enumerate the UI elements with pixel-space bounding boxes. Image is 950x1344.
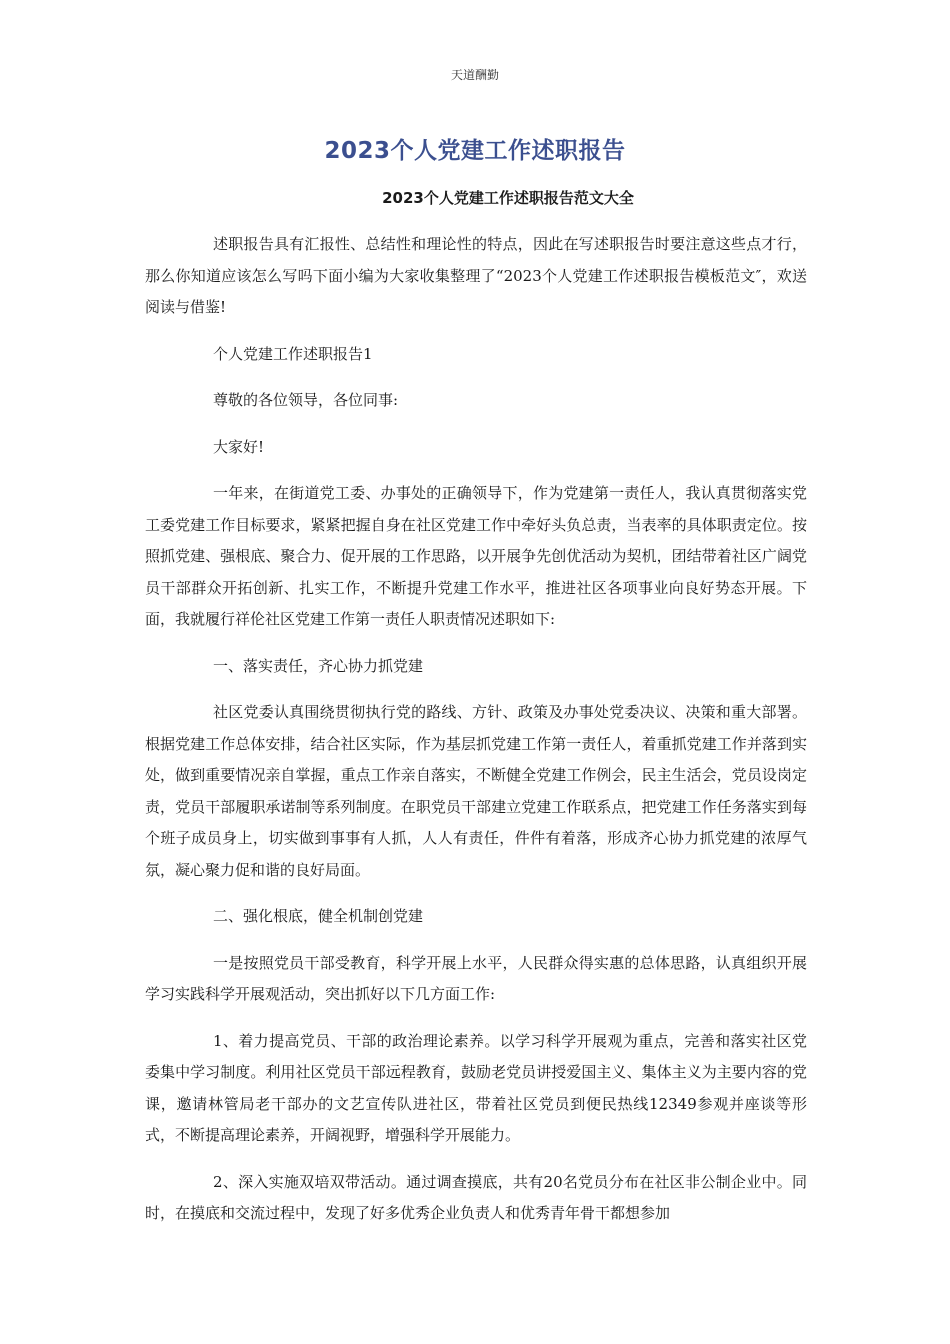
salutation: 尊敬的各位领导，各位同事: xyxy=(213,391,399,409)
page-title: 2023个人党建工作述职报告 xyxy=(324,138,626,164)
body-paragraph: 2、深入实施双培双带活动。通过调查摸底，共有20名党员分布在社区非公制企业中。同时，在摸底和交流过程中，发现了好多优秀企业负责人和优秀青年骨干都想参加 xyxy=(145,1172,807,1222)
section-heading: 二、强化根底，健全机制创党建 xyxy=(213,907,424,925)
body-paragraph: 1、着力提高党员、干部的政治理论素养。以学习科学开展观为重点，完善和落实社区党委集中学习制度。利用社区党员干部远程教育，鼓励老党员讲授爱国主义、集体主义为主要内容的党课，邀请林管局老干部办的文艺宣传队进社区，带着社区党员到便民热线12349参观并座谈等形式，不断提高理论素养，开阔视野，增强科学开展能力。 xyxy=(145,1031,807,1144)
running-header: 天道酬勤 xyxy=(450,68,499,82)
body-paragraph: 一年来，在街道党工委、办事处的正确领导下，作为党建第一责任人，我认真贯彻落实党工委党建工作目标要求，紧紧把握自身在社区党建工作中牵好头负总责，当表率的具体职责定位。按照抓党建、强根底、聚合力、促开展的工作思路，以开展争先创优活动为契机，团结带着社区广阔党员干部群众开拓创新、扎实工作，不断提升党建工作水平，推进社区各项事业向良好势态开展。下面，我就履行祥伦社区党建工作第一责任人职责情况述职如下: xyxy=(145,484,807,628)
greeting: 大家好! xyxy=(213,437,265,456)
report-heading: 个人党建工作述职报告1 xyxy=(213,344,373,363)
body-paragraph: 一是按照党员干部受教育，科学开展上水平，人民群众得实惠的总体思路，认真组织开展学习实践科学开展观活动，突出抓好以下几方面工作: xyxy=(145,953,807,1003)
section-heading: 一、落实责任，齐心协力抓党建 xyxy=(213,656,424,675)
body-paragraph: 社区党委认真围绕贯彻执行党的路线、方针、政策及办事处党委决议、决策和重大部署。根据党建工作总体安排，结合社区实际，作为基层抓党建工作第一责任人，着重抓党建工作并落到实处，做到重要情况亲自掌握，重点工作亲自落实，不断健全党建工作例会，民主生活会，党员设岗定责，党员干部履职承诺制等系列制度。在职党员干部建立党建工作联系点，把党建工作任务落实到每个班子成员身上，切实做到事事有人抓，人人有责任，件件有着落，形成齐心协力抓党建的浓厚气氛，凝心聚力促和谐的良好局面。 xyxy=(145,703,807,879)
intro-paragraph: 述职报告具有汇报性、总结性和理论性的特点，因此在写述职报告时要注意这些点才行，那么你知道应该怎么写吗下面小编为大家收集整理了“2023个人党建工作述职报告模板范文″，欢送阅读与借鉴! xyxy=(145,235,807,316)
document-subtitle: 2023个人党建工作述职报告范文大全 xyxy=(382,189,634,207)
document-body xyxy=(145,229,807,1245)
